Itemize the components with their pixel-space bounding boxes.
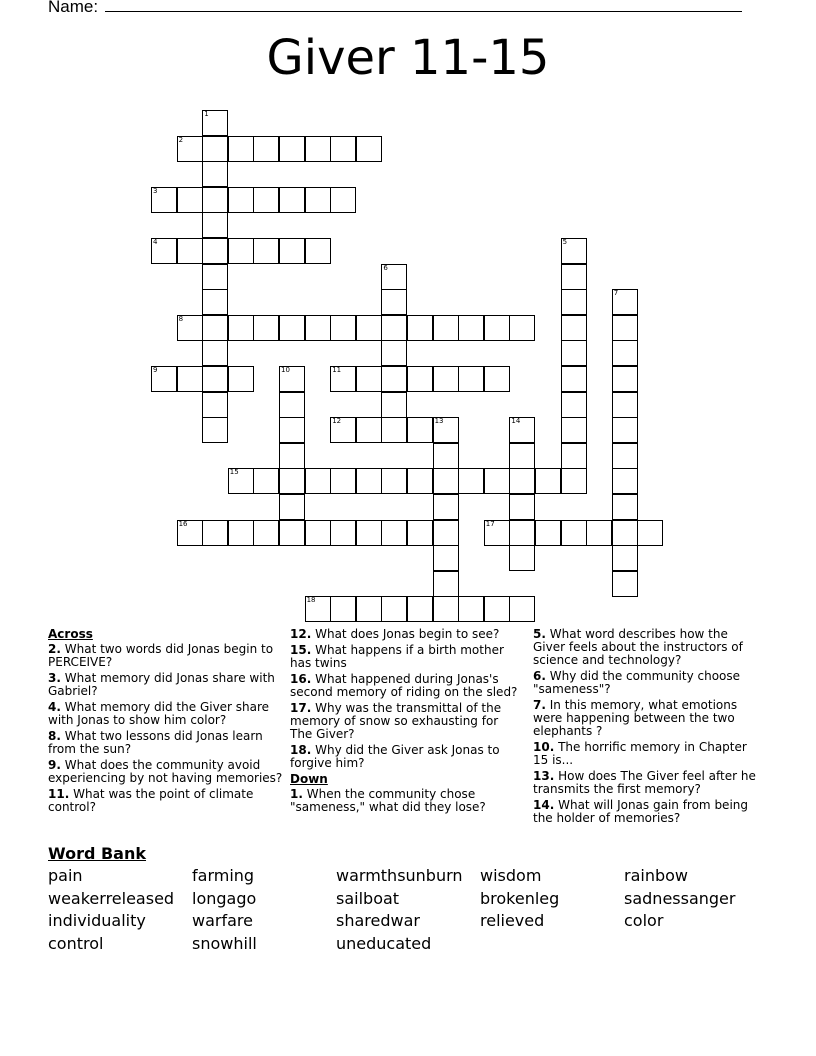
clue-text: What happens if a birth mother has twins [290,643,504,670]
down-clue [533,699,758,738]
grid-cell[interactable] [433,596,459,622]
grid-cell[interactable] [458,366,484,392]
grid-cell[interactable] [612,340,638,366]
word-bank-item: wisdom [480,866,542,885]
clue-number-label: 12. [290,627,312,641]
grid-cell[interactable] [433,520,459,546]
across-clue [48,701,283,727]
grid-cell[interactable] [433,366,459,392]
clue-number: 8 [178,314,184,323]
clue-number: 5 [562,238,568,246]
grid-cell[interactable] [637,520,663,546]
clue-text: What happened during Jonas's second memory of riding on the sled? [290,672,518,699]
grid-cell[interactable] [330,136,356,162]
page-title: Giver 11-15 [266,30,550,86]
grid-cell[interactable] [535,520,561,546]
clue-number-label: 3. [48,671,61,685]
across-heading: Across [48,627,93,641]
across-clue [48,759,283,785]
clue-number: 11 [332,366,342,374]
clue-number: 13 [434,417,444,426]
clue-text: Why did the Giver ask Jonas to forgive him? [290,743,500,770]
grid-cell[interactable] [509,494,535,520]
grid-cell[interactable] [305,187,331,213]
grid-cell[interactable] [407,417,433,443]
grid-cell[interactable] [509,315,535,341]
grid-cell[interactable] [202,238,228,264]
grid-cell[interactable] [433,571,459,597]
clue-number-label: 17. [290,701,312,715]
clue-number: 2 [178,135,184,144]
grid-cell[interactable] [381,596,407,622]
grid-cell[interactable] [535,468,561,494]
grid-cell[interactable] [253,468,279,494]
clue-text: When the community chose "sameness," what did they lose? [290,787,486,814]
grid-cell[interactable] [407,315,433,341]
clue-number-label: 9. [48,758,61,772]
grid-cell[interactable] [458,315,484,341]
grid-cell[interactable] [305,520,331,546]
word-bank-item: longago [192,888,257,908]
clues-column-1 [48,628,283,817]
grid-cell[interactable] [279,443,305,469]
grid-cell[interactable] [561,340,587,366]
word-bank-item: color [624,911,664,931]
grid-cell[interactable] [509,520,535,546]
clue-number-label: 14. [533,798,555,812]
grid-cell[interactable] [612,417,638,443]
grid-cell[interactable] [202,520,228,546]
word-bank-item: sailboat [336,888,400,908]
grid-cell[interactable] [561,289,587,315]
grid-cell[interactable] [279,187,305,213]
grid-cell[interactable] [177,187,203,213]
grid-cell[interactable] [612,315,638,341]
grid-cell[interactable] [228,366,254,392]
down-clue [533,770,758,796]
clue-number: 14 [511,417,521,426]
grid-cell[interactable] [202,417,228,443]
grid-cell[interactable] [381,468,407,494]
clue-number-label: 15. [290,643,312,657]
down-clue [533,628,758,667]
grid-cell[interactable] [228,520,254,546]
across-clue [290,644,522,670]
grid-cell[interactable] [305,238,331,264]
grid-cell[interactable] [279,315,305,341]
grid-cell[interactable] [561,468,587,494]
grid-cell[interactable] [433,443,459,469]
grid-cell[interactable] [202,161,228,187]
grid-cell[interactable] [407,596,433,622]
grid-cell[interactable] [433,468,459,494]
clue-number: 16 [178,519,188,528]
grid-cell[interactable] [330,468,356,494]
word-bank-item: relieved [480,911,545,931]
clue-number: 4 [153,238,158,246]
grid-cell[interactable] [484,468,510,494]
across-clue [290,673,522,699]
grid-cell[interactable] [253,187,279,213]
grid-cell[interactable] [356,315,382,341]
grid-cell[interactable] [330,596,356,622]
grid-cell[interactable] [305,136,331,162]
grid-cell[interactable] [458,468,484,494]
grid-cell[interactable] [202,264,228,290]
grid-cell[interactable] [612,545,638,571]
across-clue [290,628,522,641]
across-clue [48,788,283,814]
grid-cell[interactable] [612,366,638,392]
grid-cell[interactable] [407,366,433,392]
clue-text: What was the point of climate control? [48,787,254,814]
grid-cell[interactable] [407,520,433,546]
grid-cell[interactable] [561,443,587,469]
name-label: Name: [48,0,103,16]
grid-cell[interactable] [202,187,228,213]
grid-cell[interactable] [433,545,459,571]
clue-number: 15 [229,468,239,477]
grid-cell[interactable] [381,417,407,443]
clue-text: How does The Giver feel after he transmits the first memory? [533,769,756,796]
grid-cell[interactable] [381,520,407,546]
grid-cell[interactable] [509,443,535,469]
grid-cell[interactable] [330,187,356,213]
down-clue [533,670,758,696]
word-bank-item: sharedwar [336,911,420,931]
grid-cell[interactable] [253,136,279,162]
grid-cell[interactable] [356,366,382,392]
across-clue [48,643,283,669]
clue-text: What memory did the Giver share with Jonas to show him color? [48,700,270,727]
clue-number-label: 11. [48,787,70,801]
grid-cell[interactable] [509,596,535,622]
grid-cell[interactable] [279,136,305,162]
word-bank-item: snowhill [192,934,257,954]
grid-cell[interactable] [561,366,587,392]
grid-cell[interactable] [561,315,587,341]
word-bank-item: brokenleg [480,888,560,908]
clue-number-label: 6. [533,669,546,683]
grid-cell[interactable] [381,289,407,315]
across-clue [290,744,522,770]
grid-cell[interactable] [612,468,638,494]
clue-number: 1 [204,110,209,118]
grid-cell[interactable] [253,315,279,341]
grid-cell[interactable] [279,417,305,443]
grid-cell[interactable] [279,238,305,264]
clue-number-label: 8. [48,729,61,743]
down-heading: Down [290,772,328,786]
clue-number-label: 7. [533,698,546,712]
clue-number-label: 10. [533,740,555,754]
word-bank-item: weakerreleased [48,888,175,908]
clue-number-label: 13. [533,769,555,783]
grid-cell[interactable] [279,468,305,494]
clue-number: 3 [153,186,158,195]
clue-text: The horrific memory in Chapter 15 is... [533,740,747,767]
word-bank-item: pain [48,866,83,885]
clue-text: What does Jonas begin to see? [315,627,500,641]
grid-cell[interactable] [381,340,407,366]
grid-cell[interactable] [279,494,305,520]
grid-cell[interactable] [305,468,331,494]
grid-cell[interactable] [561,392,587,418]
grid-cell[interactable] [484,315,510,341]
clue-number: 18 [306,596,316,605]
grid-cell[interactable] [279,520,305,546]
grid-cell[interactable] [356,136,382,162]
grid-cell[interactable] [202,136,228,162]
grid-cell[interactable] [177,238,203,264]
word-bank-item: rainbow [624,866,688,885]
grid-cell[interactable] [356,468,382,494]
grid-cell[interactable] [586,520,612,546]
across-clue [48,730,283,756]
word-bank-item: uneducated [336,934,432,954]
grid-cell[interactable] [228,136,254,162]
clue-text: Why did the community choose "sameness"? [533,669,741,696]
clue-text: What will Jonas gain from being the holder of memories? [533,798,748,825]
grid-cell[interactable] [202,289,228,315]
clue-text: What does the community avoid experiencing by not having memories? [48,758,283,785]
word-bank-item: control [48,934,104,954]
word-bank-item: warmthsunburn [336,866,463,885]
grid-cell[interactable] [407,468,433,494]
grid-cell[interactable] [484,366,510,392]
clue-number-label: 1. [290,787,303,801]
grid-cell[interactable] [253,238,279,264]
clue-number: 7 [613,289,619,298]
grid-cell[interactable] [561,264,587,290]
clue-text: Why was the transmittal of the memory of snow so exhausting for The Giver? [290,701,502,741]
clue-number-label: 5. [533,627,546,641]
grid-cell[interactable] [253,520,279,546]
clues-column-2 [290,628,522,817]
grid-cell[interactable] [356,417,382,443]
clues-column-3 [533,628,758,828]
grid-cell[interactable] [612,520,638,546]
grid-cell[interactable] [381,315,407,341]
clue-number: 9 [153,366,158,374]
grid-cell[interactable] [202,366,228,392]
grid-cell[interactable] [458,596,484,622]
down-clue [290,788,522,814]
clue-number: 6 [383,263,388,272]
down-clue [533,741,758,767]
word-bank-title: Word Bank [48,844,147,863]
clue-number: 17 [485,519,495,528]
clue-number-label: 18. [290,743,312,757]
clue-number-label: 2. [48,642,61,656]
word-bank-item: sadnessanger [624,888,736,908]
grid-cell[interactable] [381,392,407,418]
grid-cell[interactable] [356,520,382,546]
across-clue [290,702,522,741]
grid-cell[interactable] [612,443,638,469]
grid-cell[interactable] [228,238,254,264]
grid-cell[interactable] [509,468,535,494]
grid-cell[interactable] [612,392,638,418]
grid-cell[interactable] [202,212,228,238]
grid-cell[interactable] [202,392,228,418]
grid-cell[interactable] [330,520,356,546]
word-bank-item: farming [192,866,255,885]
grid-cell[interactable] [228,187,254,213]
clue-text: What word describes how the Giver feels about the instructors of science and technology? [533,627,743,667]
grid-cell[interactable] [433,315,459,341]
grid-cell[interactable] [612,494,638,520]
down-clue [533,799,758,825]
grid-cell[interactable] [561,520,587,546]
grid-cell[interactable] [305,315,331,341]
word-bank [48,866,788,957]
grid-cell[interactable] [612,571,638,597]
word-bank-item: individuality [48,911,146,931]
clue-number-label: 4. [48,700,61,714]
grid-cell[interactable] [509,545,535,571]
grid-cell[interactable] [330,315,356,341]
grid-cell[interactable] [381,366,407,392]
clue-text: In this memory, what emotions were happening between the two elephants ? [533,698,738,738]
word-bank-item: warfare [192,911,253,931]
clue-number: 12 [332,417,342,426]
grid-cell[interactable] [228,315,254,341]
grid-cell[interactable] [561,417,587,443]
grid-cell[interactable] [279,392,305,418]
clue-text: What memory did Jonas share with Gabriel? [48,671,275,698]
grid-cell[interactable] [484,596,510,622]
clue-text: What two lessons did Jonas learn from the sun? [48,729,263,756]
grid-cell[interactable] [433,494,459,520]
across-clue [48,672,283,698]
clue-number-label: 16. [290,672,312,686]
grid-cell[interactable] [202,315,228,341]
grid-cell[interactable] [356,596,382,622]
clue-number: 10 [281,366,290,374]
clue-text: What two words did Jonas begin to PERCEIVE? [48,642,274,669]
grid-cell[interactable] [202,340,228,366]
grid-cell[interactable] [177,366,203,392]
